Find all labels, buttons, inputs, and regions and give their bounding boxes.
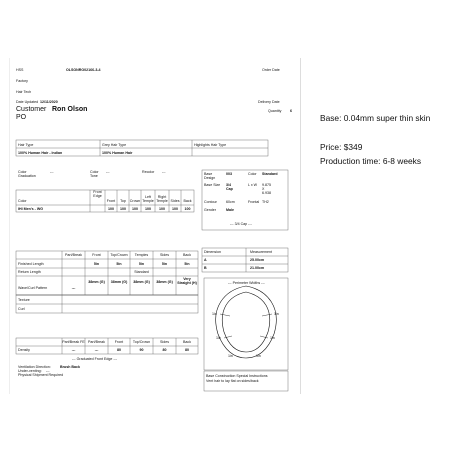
density-back: 80: [185, 348, 189, 352]
hair-type-header: Hair Type: [18, 143, 34, 147]
frontal-label: Frontal: [248, 200, 260, 204]
density-header-front: Front: [114, 340, 124, 344]
color-label: Color: [18, 199, 27, 203]
density-part-break: ---: [94, 348, 99, 352]
perimeter-diagram: [216, 286, 277, 358]
finished-length-back: 5in: [184, 262, 190, 266]
special-instructions-title: Base Construction Special Instructions: [206, 374, 268, 378]
dimension-header: Dimension: [204, 250, 221, 254]
recolor-label: Recolor: [142, 170, 155, 174]
length-header-sides: Sides: [160, 253, 169, 257]
base-design-label: Base Design: [204, 172, 216, 180]
return-length-label: Return Length: [18, 270, 41, 274]
grid-header-crown: Crown: [129, 199, 141, 203]
wave-top-crown: 38mm (G): [110, 280, 128, 284]
diagram-label-bottom-right: 1in: [256, 354, 261, 358]
density-header-top-crown: Top/Crown: [132, 340, 151, 344]
order-date-label: Order Date: [262, 68, 280, 72]
length-header-top-crown: Top/Crown: [110, 253, 128, 257]
color-value-left-temple: 100: [145, 207, 151, 211]
gender-label: Gender: [204, 208, 216, 212]
hair-tech-label: Hair Tech: [16, 90, 32, 94]
base-color-value: Standard: [262, 172, 278, 176]
delivery-date-label: Delivery Date: [258, 100, 280, 104]
quantity-label: Quantity: [268, 109, 282, 113]
dimension-b-value: 21.00cm: [250, 266, 265, 270]
density-header-part-break-fe: Part/Break FE: [62, 340, 85, 344]
price-info: Price: $349: [320, 142, 363, 152]
length-header-back: Back: [183, 253, 191, 257]
dimension-b-label: B: [204, 266, 207, 270]
po-label: PO: [16, 114, 27, 121]
density-sides: 80: [162, 348, 167, 352]
grey-hair-type-header: Grey Hair Type: [102, 143, 127, 147]
wave-temples: 38mm (G): [133, 280, 150, 284]
under-venting-label: Under-venting:: [18, 369, 42, 373]
grid-header-top: Top: [120, 199, 126, 203]
base-size-label: Base Size: [204, 183, 221, 187]
texture-label: Texture: [18, 298, 30, 302]
physical-shipment-label: Physical Shipment Required: [18, 373, 64, 377]
special-instructions-text: Vent hair to lay flat on sides/back: [206, 379, 259, 383]
ventilation-value: Brush Back: [60, 365, 80, 369]
hair-type-value: 100% Human Hair - Indian: [18, 151, 63, 155]
density-top-crown: 90: [139, 348, 144, 352]
color-value-sides: 100: [172, 207, 178, 211]
lxw-label: L x W: [248, 183, 258, 187]
length-header-temples: Temples: [134, 253, 149, 257]
wave-curl-label: Wave/Curl Pattern: [18, 286, 48, 290]
frontal-value: TH2: [262, 200, 269, 204]
density-front: 80: [117, 348, 121, 352]
recolor-value: ---: [162, 170, 166, 174]
dimension-a-label: A: [204, 258, 207, 262]
gender-value: Male: [226, 208, 234, 212]
color-value-front: 100: [108, 207, 114, 211]
order-form: [10, 58, 300, 394]
factory-label: Factory: [16, 79, 28, 83]
length-header-front: Front: [92, 253, 101, 257]
diagram-label-left-upper: 1in: [212, 312, 217, 316]
hss-label: HSS: [16, 68, 24, 72]
order-number: OLSONRO02166-3-4: [66, 68, 101, 72]
quantity-value: 6: [290, 109, 292, 113]
grid-header-right-temple: Right Temple: [156, 195, 168, 203]
base-size-value: 3/4 Cap: [226, 183, 233, 191]
color-value-back: 100: [184, 207, 191, 211]
curl-label: Curl: [18, 307, 25, 311]
graduated-front-edge-label: --- Graduated Front Edge ---: [72, 357, 117, 361]
density-part-break-fe: ---: [71, 348, 76, 352]
diagram-label-bottom-left: 1in: [228, 354, 233, 358]
finished-length-top: 5in: [116, 262, 122, 266]
base-color-label: Color: [248, 172, 257, 176]
wave-back: Very Straight (H): [177, 277, 197, 285]
density-header-part-break: Part/Break: [88, 340, 105, 344]
under-venting-value: ---: [46, 369, 50, 373]
density-header-back: Back: [183, 340, 191, 344]
grid-header-front-edge: Front Edge: [93, 190, 102, 198]
base-design-value: 003: [226, 172, 232, 176]
color-row-label: IHI Men's - WG: [18, 207, 44, 211]
finished-length-sides: 5in: [161, 262, 168, 266]
perimeter-widths-label: --- Perimeter Widths ---: [228, 281, 265, 285]
grid-header-front: Front: [106, 199, 116, 203]
density-header-sides: Sides: [160, 340, 169, 344]
measurement-header: Measurement: [250, 250, 272, 254]
density-label: Density: [18, 348, 30, 352]
wave-front: 38mm (G): [88, 280, 105, 284]
return-length-value: Standard: [134, 270, 149, 274]
grey-hair-type-value: 100% Human Hair: [102, 151, 133, 155]
customer-label: Customer: [16, 106, 47, 113]
contour-label: Contour: [204, 200, 217, 204]
highlights-hair-type-header: Highlights Hair Type: [194, 143, 227, 147]
ventilation-label: Ventilation Direction:: [18, 365, 51, 369]
finished-length-front: 5in: [93, 262, 100, 266]
length-header-part-break: Part/Break: [65, 253, 82, 257]
base-info: Base: 0.04mm super thin skin: [320, 113, 431, 123]
color-value-right-temple: 100: [159, 207, 165, 211]
grid-header-sides: Sides: [170, 199, 180, 203]
wave-sides: 38mm (G): [156, 280, 173, 284]
grid-header-left-temple: Left Temple: [142, 195, 154, 203]
diagram-label-left-lower: 1in: [216, 336, 221, 340]
diagram-label-right-lower: 1in: [270, 336, 275, 340]
finished-length-label: Finished Length: [18, 262, 44, 266]
color-tone-label: Color Tone: [90, 170, 99, 178]
diagram-label-right-upper: 1in: [274, 312, 279, 316]
contour-value: 60cm: [226, 200, 235, 204]
date-updated-value: 12/11/2020: [40, 100, 58, 104]
customer-name: Ron Olson: [52, 106, 88, 113]
grid-header-back: Back: [183, 199, 192, 203]
lxw-value: 9.875 X 6.938: [262, 183, 271, 195]
wave-part-break: ---: [71, 286, 76, 290]
color-value-crown: 100: [132, 207, 138, 211]
finished-length-temples: 5in: [138, 262, 145, 266]
color-graduation-value: ---: [50, 170, 54, 174]
color-tone-value: ---: [106, 170, 110, 174]
color-value-top: 100: [120, 207, 126, 211]
cap-label: --- 3/4 Cap ---: [230, 222, 252, 226]
production-time-info: Production time: 6-8 weeks: [320, 156, 422, 166]
dimension-a-value: 25.00cm: [250, 258, 265, 262]
color-graduation-label: Color Graduation: [18, 170, 36, 178]
date-updated-label: Date Updated: [16, 100, 39, 104]
